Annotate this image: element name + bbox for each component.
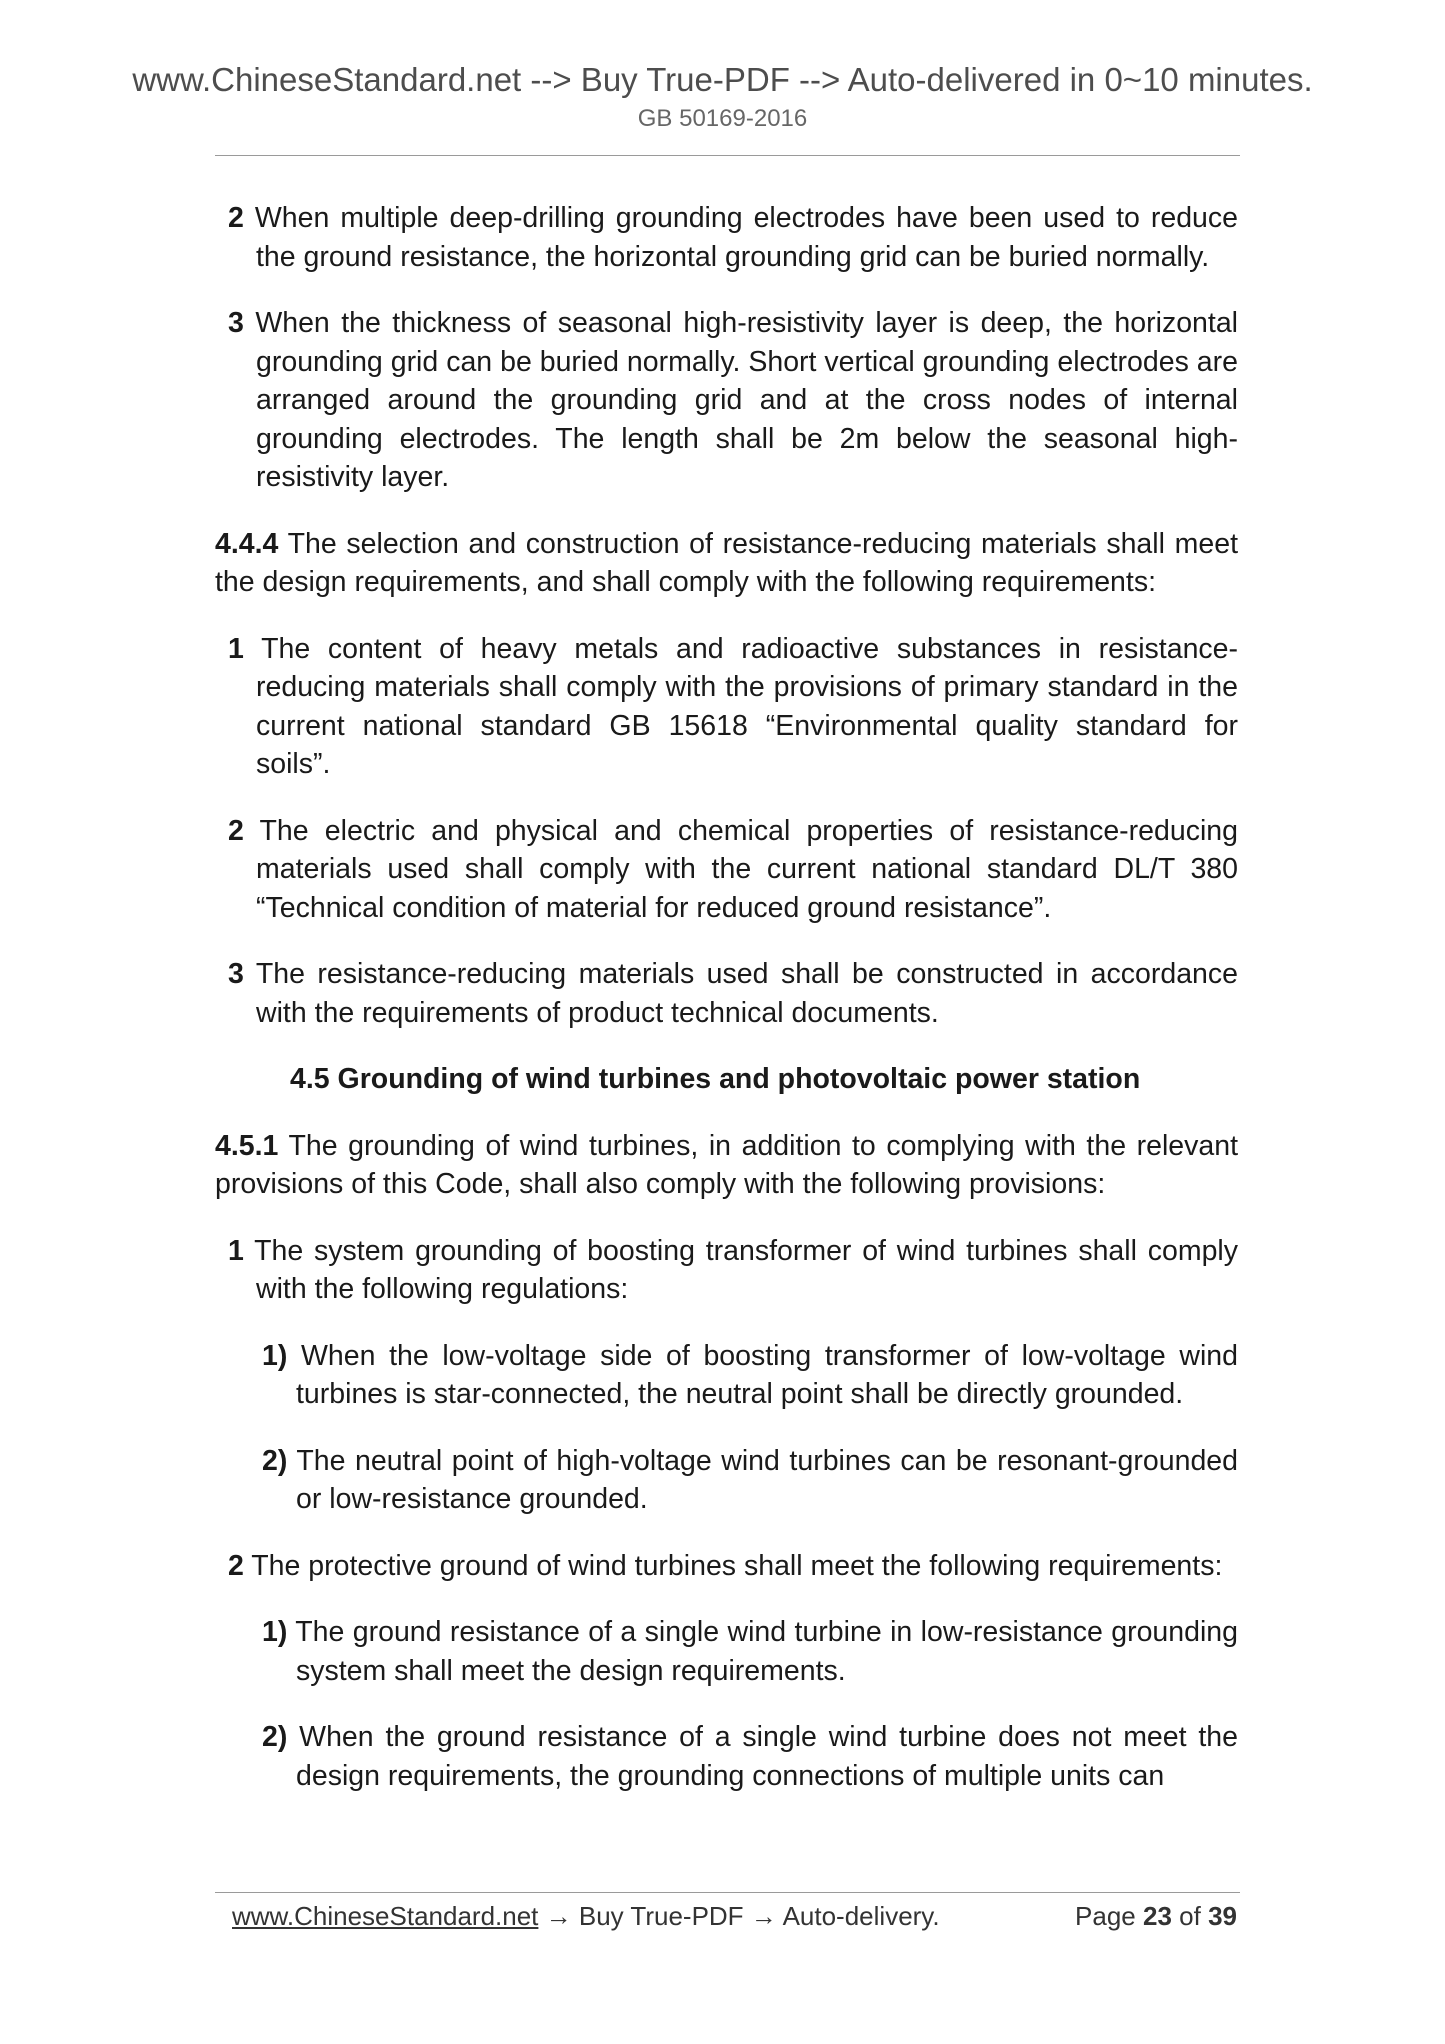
header-banner: www.ChineseStandard.net --> Buy True-PDF --> Auto-delivered in 0~10 minutes.	[132, 61, 1313, 98]
list-item	[218, 1547, 1238, 1586]
sub-item-text: When the low-voltage side of boosting transformer of low-voltage wind turbines is star-connected, the neutral point shall be directly grounded.	[296, 1339, 1238, 1410]
page-of-label: of	[1179, 1901, 1201, 1931]
page-footer	[232, 1898, 1237, 1938]
sub-item	[218, 1613, 1238, 1690]
clause-text: The grounding of wind turbines, in addition to complying with the relevant provisions of this Code, shall also comply with the following provisions:	[215, 1129, 1239, 1200]
item-text: The system grounding of boosting transformer of wind turbines shall comply with the following regulations:	[254, 1234, 1239, 1305]
sub-item	[218, 1442, 1238, 1519]
document-code: GB 50169-2016	[637, 105, 808, 132]
sub-item-number: 1)	[262, 1616, 288, 1648]
list-item	[218, 812, 1238, 928]
item-text: When the thickness of seasonal high-resistivity layer is deep, the horizontal grounding grid can be buried normally. Short vertical grounding electrodes are arranged around the grounding grid and at the cross nodes of internal grounding electrodes. The length shall be 2m below the seasonal high-resistivity layer.	[255, 307, 1239, 493]
sub-item-text: The neutral point of high-voltage wind turbines can be resonant-grounded or low-resistance grounded.	[296, 1444, 1238, 1515]
item-text: The resistance-reducing materials used shall be constructed in accordance with the requirements of product technical documents.	[255, 958, 1239, 1029]
clause-number: 4.5.1	[215, 1129, 279, 1162]
item-number: 1	[228, 1234, 244, 1267]
sub-item-number: 1)	[262, 1339, 288, 1372]
sub-item-number: 2)	[262, 1721, 288, 1753]
page-label: Page	[1075, 1901, 1136, 1931]
footer-divider	[215, 1892, 1240, 1893]
page-number: 23	[1143, 1901, 1172, 1931]
sub-item	[218, 1718, 1238, 1795]
sub-item-number: 2)	[262, 1444, 288, 1477]
footer-site-link[interactable]: www.ChineseStandard.net	[232, 1901, 539, 1931]
section-heading: 4.5 Grounding of wind turbines and photovoltaic power station	[290, 1063, 1141, 1095]
item-number: 2	[228, 1549, 244, 1582]
list-item	[218, 1232, 1238, 1309]
item-number: 2	[228, 814, 244, 847]
header-divider	[215, 155, 1240, 156]
list-item	[218, 199, 1238, 276]
clause-text: The selection and construction of resistance-reducing materials shall meet the design requirements, and shall comply with the following requirements:	[215, 527, 1239, 598]
footer-left	[232, 1898, 940, 1934]
item-text: The electric and physical and chemical properties of resistance-reducing materials used shall comply with the current national standard DL/T 380 “Technical condition of material for reduced ground resistance”.	[256, 814, 1238, 924]
list-item	[218, 304, 1238, 497]
list-item	[218, 955, 1238, 1032]
item-text: The content of heavy metals and radioactive substances in resistance-reducing materials shall comply with the provisions of primary standard in the current national standard GB 15618 “Environmental quality standard for soils”.	[256, 632, 1239, 780]
page-body	[215, 199, 1239, 1795]
sub-item-text: The ground resistance of a single wind turbine in low-resistance grounding system shall meet the design requirements.	[295, 1616, 1239, 1687]
sub-item-text: When the ground resistance of a single wind turbine does not meet the design requirements, the grounding connections of multiple units can	[296, 1721, 1238, 1792]
page-total: 39	[1208, 1901, 1237, 1931]
clause-paragraph	[215, 525, 1238, 602]
item-number: 3	[228, 307, 244, 339]
item-text: The protective ground of wind turbines shall meet the following requirements:	[251, 1549, 1223, 1582]
sub-item	[218, 1337, 1238, 1414]
footer-tagline: → Buy True-PDF → Auto-delivery.	[538, 1901, 940, 1931]
list-item	[218, 630, 1238, 784]
clause-paragraph	[215, 1127, 1238, 1204]
item-number: 1	[228, 632, 244, 665]
item-text: When multiple deep-drilling grounding electrodes have been used to reduce the ground resistance, the horizontal grounding grid can be buried normally.	[254, 202, 1238, 273]
page-indicator	[1075, 1898, 1237, 1934]
item-number: 2	[228, 202, 244, 234]
item-number: 3	[228, 958, 244, 990]
clause-number: 4.4.4	[215, 527, 279, 560]
